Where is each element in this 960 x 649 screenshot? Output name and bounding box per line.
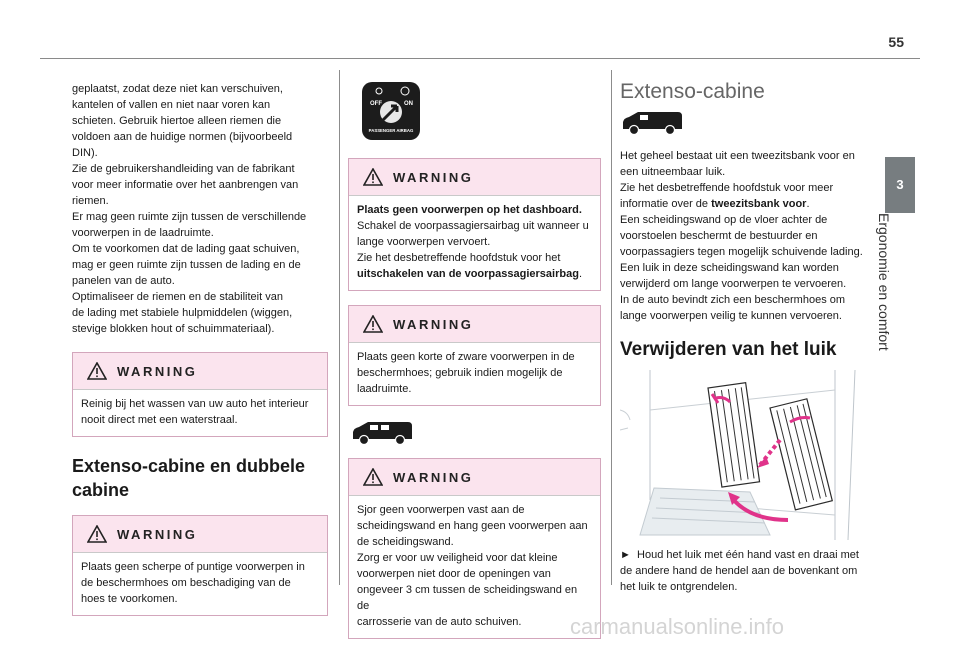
text-line: mag er geen ruimte zijn tussen de lading en de	[72, 259, 301, 271]
step-instruction	[620, 547, 870, 595]
airbag-switch-icon	[361, 81, 421, 141]
chapter-title-text: Ergonomie en comfort	[876, 213, 892, 351]
warning-line: Sjor geen voorwerpen vast aan de	[357, 504, 525, 516]
text-line: voor meer informatie over het aanbrengen van	[72, 179, 299, 191]
warning-triangle-icon	[363, 468, 383, 486]
warning-header	[73, 353, 327, 390]
warning-line: de scheidingswand.	[357, 536, 454, 548]
page-number: 55	[888, 34, 904, 50]
text-line: voorstoelen beschermt de bestuurder en	[620, 230, 818, 242]
warning-line: de beschermhoes om beschadiging van de	[81, 577, 291, 589]
warning-box	[348, 158, 601, 291]
text-line: Er mag geen ruimte zijn tussen de verschillende	[72, 211, 307, 223]
step-line: het luik te ontgrendelen.	[620, 581, 738, 593]
step-bullet: ►	[620, 549, 631, 561]
text-line: In de auto bevindt zich een beschermhoes om	[620, 294, 846, 306]
warning-label: WARNING	[393, 170, 474, 185]
warning-line: nooit direct met een waterstraal.	[81, 414, 238, 426]
chapter-tab[interactable]: 3	[885, 157, 915, 213]
text-line: voldoen aan de huidige normen (bijvoorbeeld	[72, 131, 293, 143]
section-heading: Extenso-cabine	[620, 80, 765, 103]
step-line: Houd het luik met één hand vast en draai met	[637, 549, 859, 561]
airbag-caption: PASSENGER AIRBAG	[368, 128, 414, 133]
text-line: Zie de gebruikershandleiding van de fabrikant	[72, 163, 295, 175]
text-line: Om te voorkomen dat de lading gaat schuiven,	[72, 243, 300, 255]
extenso-cab-van-icon	[620, 110, 684, 136]
step-line: de andere hand de hendel aan de bovenkant om	[620, 565, 858, 577]
warning-body	[349, 496, 600, 638]
section-heading: Verwijderen van het luik	[620, 339, 837, 360]
text-line: verwijderd om lange voorwerpen te vervoeren.	[620, 278, 847, 290]
warning-line: voorwerpen niet door de openingen van	[357, 568, 551, 580]
column-1	[72, 81, 330, 616]
hatch-removal-illustration	[620, 370, 865, 540]
warning-line: lange voorwerpen vervoert.	[357, 236, 491, 248]
warning-line: Zorg er voor uw veiligheid voor dat kleine	[357, 552, 558, 564]
warning-box	[348, 305, 601, 406]
text-line: stevige blokken hout of schuimmateriaal).	[72, 323, 275, 335]
text-line: Optimaliseer de riemen en de stabiliteit van	[72, 291, 283, 303]
warning-header	[349, 306, 600, 343]
warning-body	[349, 343, 600, 405]
warning-header	[73, 516, 327, 553]
heading-line: Extenso-cabine en dubbele	[72, 456, 306, 476]
text-line: riemen.	[72, 195, 109, 207]
warning-line: beschermhoes; gebruik indien mogelijk de	[357, 367, 563, 379]
extenso-description	[620, 212, 870, 324]
warning-bold-text: Plaats geen voorwerpen op het dashboard.	[357, 204, 582, 216]
warning-line: laadruimte.	[357, 383, 412, 395]
extenso-text	[620, 148, 870, 324]
warning-line: hoes te voorkomen.	[81, 593, 178, 605]
warning-triangle-icon	[363, 168, 383, 186]
column-divider	[339, 70, 340, 585]
text-line: de lading met stabiele hulpmiddelen (wiggen,	[72, 307, 293, 319]
text-line: geplaatst, zodat deze niet kan verschuiven,	[72, 83, 283, 95]
chapter-title	[876, 213, 924, 413]
warning-label: WARNING	[117, 527, 198, 542]
text-bold: tweezitsbank voor	[711, 198, 807, 210]
text-line: panelen van de auto.	[72, 275, 175, 287]
text-line: voorpassagiers tegen mogelijk schuivende lading.	[620, 246, 863, 258]
warning-line: scheidingswand en hang geen voorwerpen aan	[357, 520, 588, 532]
warning-box	[72, 515, 328, 616]
watermark: carmanualsonline.info	[570, 614, 785, 639]
warning-triangle-icon	[363, 315, 383, 333]
warning-label: WARNING	[393, 317, 474, 332]
double-cab-van-icon	[350, 420, 414, 446]
text-line: Zie het desbetreffende hoofdstuk voor meer	[620, 182, 834, 194]
text-line: schieten. Gebruik hiertoe alleen riemen die	[72, 115, 282, 127]
column-3	[620, 81, 870, 595]
text-fragment: .	[806, 198, 810, 210]
warning-body	[73, 390, 327, 436]
warning-triangle-icon	[87, 362, 107, 380]
warning-bold-text: uitschakelen van de voorpassagiersairbag	[357, 268, 579, 280]
text-line: Het geheel bestaat uit een tweezitsbank voor en	[620, 150, 855, 162]
warning-line: Zie het desbetreffende hoofdstuk voor het	[357, 252, 561, 264]
warning-line: Plaats geen scherpe of puntige voorwerpen in	[81, 561, 305, 573]
text-line: DIN).	[72, 147, 98, 159]
header-rule	[40, 58, 920, 59]
warning-body	[73, 553, 327, 615]
warning-line: ongeveer 3 cm tussen de scheidingswand en de	[357, 584, 578, 612]
warning-box	[348, 458, 601, 639]
warning-line: Schakel de voorpassagiersairbag uit wanneer u	[357, 220, 589, 232]
warning-label: WARNING	[393, 470, 474, 485]
text-line: kantelen of vallen en niet naar voren kan	[72, 99, 271, 111]
airbag-off-label: OFF	[370, 101, 382, 107]
text-line: lange voorwerpen veilig te kunnen vervoeren.	[620, 310, 842, 322]
text-line: voorwerpen in de laadruimte.	[72, 227, 214, 239]
intro-text	[72, 81, 330, 337]
text-line: Een scheidingswand op de vloer achter de	[620, 214, 828, 226]
heading-line: cabine	[72, 480, 130, 500]
text-fragment: informatie over de	[620, 198, 712, 210]
section-heading	[72, 454, 330, 502]
warning-punct: .	[578, 268, 582, 280]
warning-label: WARNING	[117, 364, 198, 379]
column-2	[348, 81, 601, 639]
warning-header	[349, 159, 600, 196]
airbag-on-label: ON	[404, 101, 413, 107]
warning-body	[349, 196, 600, 290]
warning-line: Plaats geen korte of zware voorwerpen in de	[357, 351, 575, 363]
warning-header	[349, 459, 600, 496]
warning-box	[72, 352, 328, 437]
warning-line: Reinig bij het wassen van uw auto het interieur	[81, 398, 309, 410]
warning-triangle-icon	[87, 525, 107, 543]
text-line: Een luik in deze scheidingswand kan worden	[620, 262, 839, 274]
column-divider	[611, 70, 612, 585]
text-line: een uitneembaar luik.	[620, 166, 726, 178]
warning-line: carrosserie van de auto schuiven.	[357, 616, 522, 628]
